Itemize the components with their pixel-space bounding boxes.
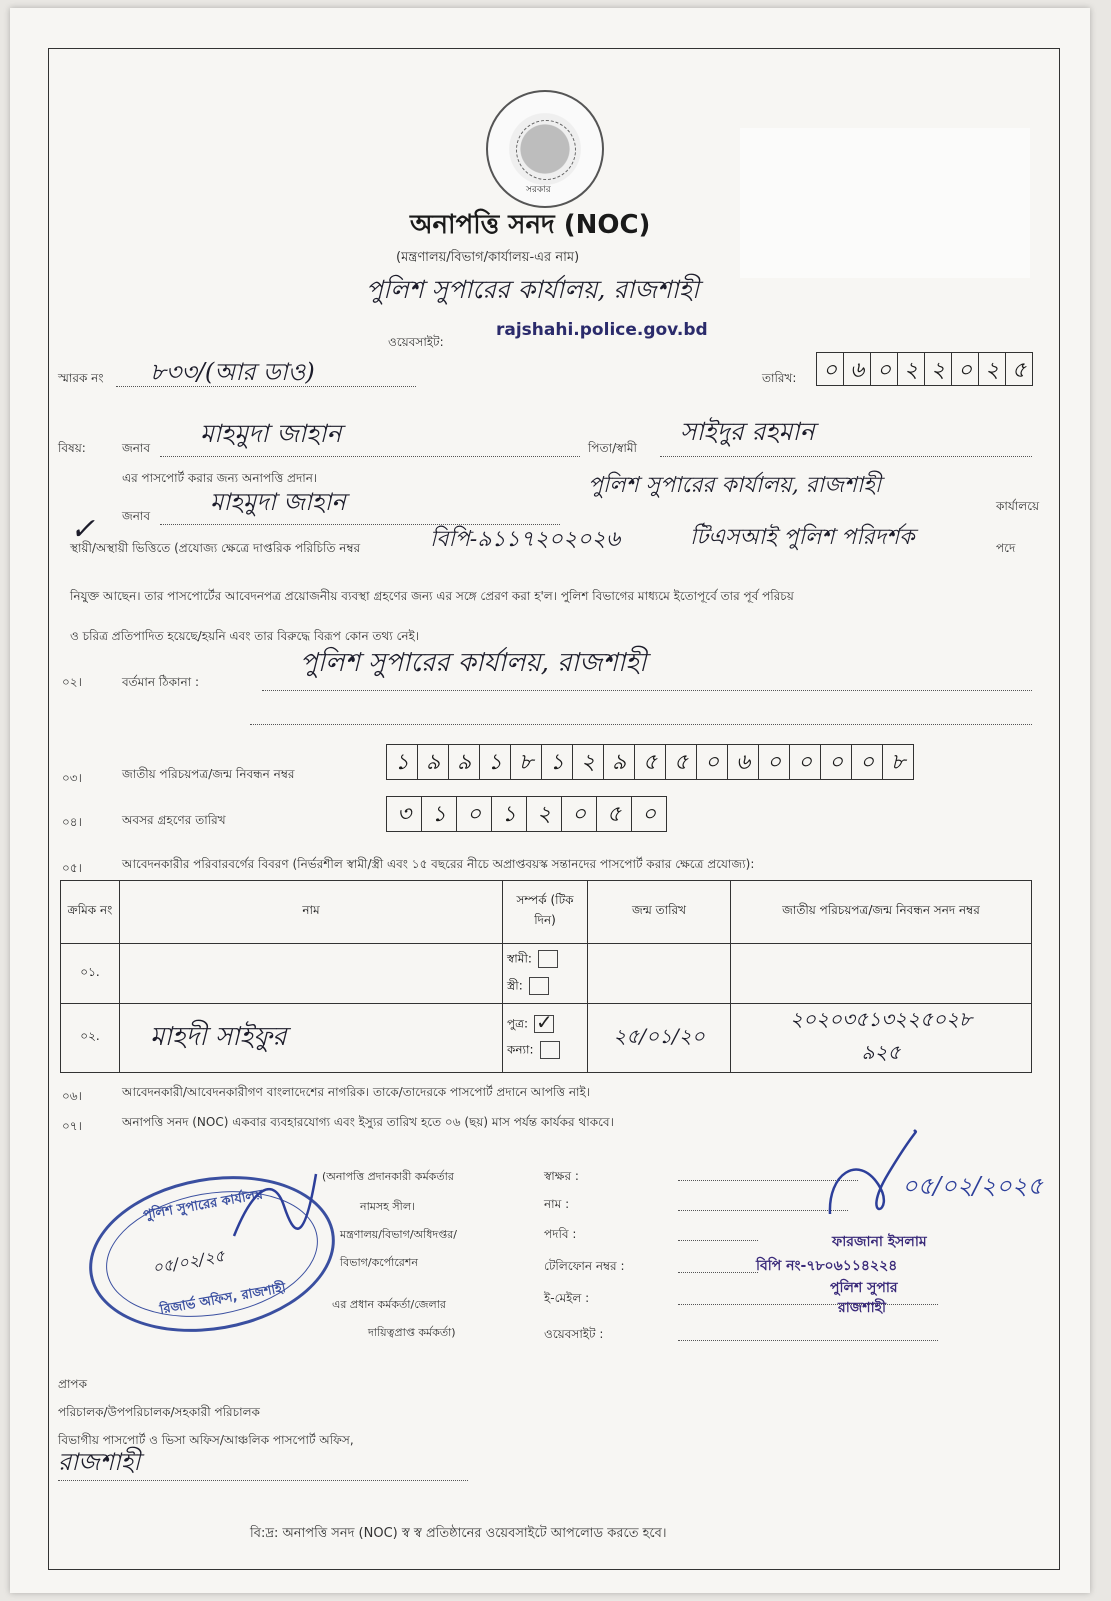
officer-name: ফারজানা ইসলাম [832, 1234, 927, 1250]
relation-checkbox-son[interactable] [534, 1015, 554, 1033]
signatory-field-label: টেলিফোন নম্বর : [544, 1259, 625, 1273]
child-dob: ২৫/০১/২০ [588, 1004, 731, 1073]
father-label: পিতা/স্বামী [588, 441, 637, 455]
recipient-line-2: বিভাগীয় পাসপোর্ট ও ভিসা অফিস/আঞ্চলিক পাসপোর্ট অফিস, [58, 1433, 354, 1447]
officer-id: বিপি নং-৭৮০৬১১৪২২৪ [756, 1258, 898, 1274]
body-paragraph-2: ও চরিত্র প্রতিপাদিত হয়েছে/হয়নি এবং তার বিরুদ্ধে বিরূপ কোন তথ্য নেই। [70, 629, 420, 643]
initial-signature [224, 1166, 324, 1256]
issue-date-boxes: ০ ৬ ০ ২ ২ ০ ২ ৫ [816, 352, 1033, 386]
verifier-line: (অনাপত্তি প্রদানকারী কর্মকর্তার [322, 1170, 454, 1183]
table-row: ০১. স্বামী: স্ত্রী: [61, 944, 1032, 1004]
officer-designation: পুলিশ সুপার [830, 1280, 898, 1296]
signatory-field-label: নাম : [544, 1197, 570, 1211]
applicant-label-2: জনাব [122, 509, 151, 523]
applicant-label: জনাব [122, 441, 151, 455]
relation-checkbox-husband[interactable] [538, 950, 558, 968]
footer-note: বি:দ্র: অনাপত্তি সনদ (NOC) স্ব স্ব প্রতিষ্ঠানের ওয়েবসাইটে আপলোড করতে হবে। [250, 1526, 667, 1541]
nid-label: জাতীয় পরিচয়পত্র/জন্ম নিবন্ধন নম্বর [122, 767, 295, 781]
government-seal [486, 90, 604, 208]
signatory-field-label: ওয়েবসাইট : [544, 1327, 604, 1341]
nid-number-boxes: ১ ৯ ৯ ১ ৮ ১ ২ ৯ ৫ ৫ ০ ৬ ০ ০ ০ ০ ৮ [386, 744, 914, 780]
item-03-number: ০৩। [62, 771, 82, 785]
item-05-number: ০৫। [62, 861, 82, 875]
official-id-number: বিপি-৯১১৭২০২০২৬ [430, 527, 621, 552]
subject-label: বিষয়: [58, 441, 86, 455]
body-paragraph-1: নিযুক্ত আছেন। তার পাসপোর্টের আবেদনপত্র প্রয়োজনীয় ব্যবস্থা গ্রহণের জন্য এর সঙ্গে প্রেরণ করা হ'ল। পুলিশ বিভাগের মাধ্যমে ইতোপূর্বে তার পূর্ব পরিচয় [70, 589, 794, 603]
recipient-line-1: পরিচালক/উপপরিচালক/সহকারী পরিচালক [58, 1405, 260, 1419]
family-table [60, 880, 1032, 1073]
applicant-name-2: মাহমুদা জাহান [210, 488, 346, 516]
checkmark-icon: ✓ [70, 512, 96, 547]
retirement-date-boxes: ৩ ১ ০ ১ ২ ০ ৫ ০ [386, 796, 667, 832]
col-name: নাম [120, 881, 503, 944]
memo-number: ৮৩৩/(আর ডাও) [150, 358, 315, 386]
redacted-area [740, 128, 1030, 278]
website-label: ওয়েবসাইট: [388, 335, 444, 349]
current-address: পুলিশ সুপারের কার্যালয়, রাজশাহী [300, 648, 647, 678]
relation-checkbox-daughter[interactable] [540, 1041, 560, 1059]
website-url: rajshahi.police.gov.bd [496, 320, 708, 340]
verifier-line: বিভাগ/কর্পোরেশন [340, 1256, 418, 1269]
id-line-label: স্থায়ী/অস্থায়ী ভিত্তিতে (প্রযোজ্য ক্ষেত্রে দাপ্তরিক পরিচিতি নম্বর [70, 541, 361, 555]
col-nid: জাতীয় পরিচয়পত্র/জন্ম নিবন্ধন সনদ নম্বর [731, 881, 1032, 944]
recipient-label: প্রাপক [58, 1377, 87, 1391]
retirement-label: অবসর গ্রহণের তারিখ [122, 813, 226, 827]
seal-bottom-text: সরকার [526, 185, 551, 195]
passport-line: এর পাসপোর্ট করার জন্য অনাপত্তি প্রদান। [122, 471, 318, 485]
official-designation: টিএসআই পুলিশ পরিদর্শক [690, 525, 915, 550]
family-details-label: আবেদনকারীর পরিবারবর্গের বিবরণ (নির্ভরশীল স্বামী/স্ত্রী এবং ১৫ বছরের নীচে অপ্রাপ্তবয়স্ক সন্তানদের পাসপোর্ট করার ক্ষেত্রে প্রযোজ্য): [122, 857, 755, 871]
seal-emblem-icon [516, 120, 576, 180]
office-label: কার্যালয়ে [996, 499, 1040, 513]
post-label: পদে [996, 541, 1016, 555]
verifier-line: দায়িত্বপ্রাপ্ত কর্মকর্তা) [368, 1326, 456, 1339]
child-birth-reg: ২০২০৩৫১৩২২৫০২৮ ৯২৫ [731, 1004, 1032, 1073]
recipient-city: রাজশাহী [58, 1448, 141, 1476]
address-label: বর্তমান ঠিকানা : [122, 675, 200, 689]
declaration-text: আবেদনকারী/আবেদনকারীগণ বাংলাদেশের নাগরিক। তাকে/তাদেরকে পাসপোর্ট প্রদানে আপত্তি নাই। [122, 1085, 591, 1099]
memo-label: স্মারক নং [58, 371, 104, 385]
col-serial: ক্রমিক নং [61, 881, 120, 944]
issuing-office: পুলিশ সুপারের কার্যালয়, রাজশাহী [366, 275, 700, 304]
date-label: তারিখ: [762, 371, 797, 385]
item-02-number: ০২। [62, 675, 82, 689]
relation-checkbox-wife[interactable] [529, 977, 549, 995]
verifier-line: মন্ত্রণালয়/বিভাগ/অধিদপ্তর/ [340, 1228, 457, 1241]
child-name: মাহদী সাইফুর [120, 1004, 503, 1073]
signatory-field-label: স্বাক্ষর : [544, 1169, 579, 1183]
item-06-number: ০৬। [62, 1089, 82, 1103]
stamp-bottom-text: রিজার্ভ অফিস, রাজশাহী [158, 1280, 287, 1318]
applicant-name: মাহমুদা জাহান [200, 419, 342, 448]
form-title: অনাপত্তি সনদ (NOC) [410, 210, 651, 240]
applicant-office: পুলিশ সুপারের কার্যালয়, রাজশাহী [588, 473, 882, 498]
signatory-field-label: পদবি : [544, 1227, 577, 1241]
father-name: সাইদুর রহমান [680, 417, 815, 446]
document-sheet [10, 8, 1090, 1593]
verifier-line: নামসহ সীল। [360, 1200, 415, 1213]
stamp-top-text: পুলিশ সুপারের কার্যালয় [142, 1187, 264, 1224]
validity-text: অনাপত্তি সনদ (NOC) একবার ব্যবহারযোগ্য এবং ইস্যুর তারিখ হতে ০৬ (ছয়) মাস পর্যন্ত কার্যকর থাকবে। [122, 1115, 614, 1129]
officer-district: রাজশাহী [838, 1300, 886, 1316]
ministry-label: (মন্ত্রণালয়/বিভাগ/কার্যালয়-এর নাম) [396, 250, 580, 265]
signatory-field-label: ই-মেইল : [544, 1291, 590, 1305]
signature-date: ০৫/০২/২০২৫ [902, 1172, 1043, 1200]
table-row: ০২. মাহদী সাইফুর পুত্র:✓ কন্যা: ২৫/০১/২০ ২০২০৩৫১৩২২৫০২৮ ৯২৫ [61, 1004, 1032, 1073]
item-04-number: ০৪। [62, 815, 82, 829]
col-relation: সম্পর্ক (টিক দিন) [503, 881, 588, 944]
verifier-line: এর প্রধান কর্মকর্তা/জেলার [332, 1298, 446, 1311]
stamp-date: ০৫/০২/২৫ [150, 1245, 227, 1278]
col-dob: জন্ম তারিখ [588, 881, 731, 944]
item-07-number: ০৭। [62, 1119, 82, 1133]
